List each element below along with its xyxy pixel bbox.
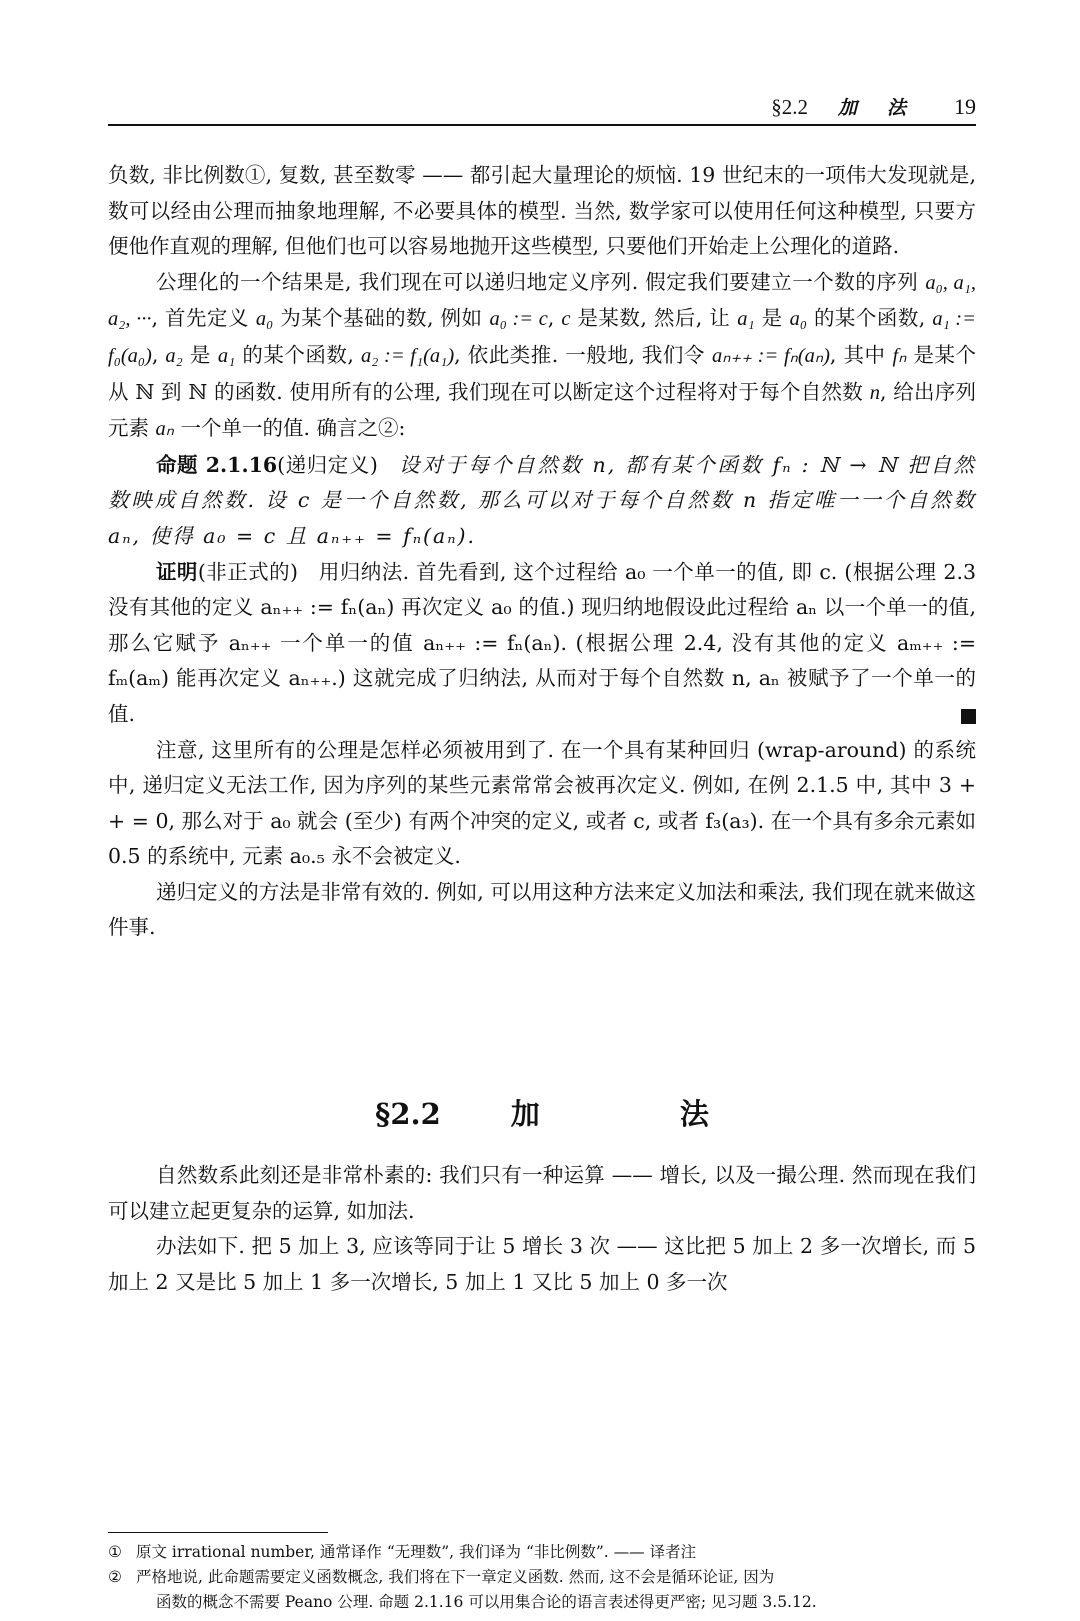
- math-run: a₁ := f₀(a₀): [108, 308, 976, 367]
- text-run: 的某个函数,: [806, 306, 933, 331]
- qed-square-icon: [961, 709, 976, 724]
- text-run: 一个单一的值. 确言之②:: [173, 416, 406, 441]
- math-run: c: [561, 308, 571, 331]
- text-run: ,: [547, 306, 562, 331]
- paragraph-6: 办法如下. 把 5 加上 3, 应该等同于让 5 增长 3 次 —— 这比把 5 加上 2 多一次增长, 而 5 加上 2 又是比 5 加上 1 多一次增长, 5 加上 1 又比 5 加上 0 多一次: [108, 1234, 976, 1294]
- section-heading: [108, 1092, 976, 1133]
- math-run: aₙ: [155, 418, 174, 441]
- header-title-word-2: 法: [886, 97, 906, 119]
- paragraph-3: 注意, 这里所有的公理是怎样必须被用到了. 在一个具有某种回归 (wrap-around) 的系统中, 递归定义无法工作, 因为序列的某些元素常常会被再次定义. 例如, 在例 2.1.5 中, 其中 3 + + = 0, 那么对于 a₀ 就会 (至少) 有两个冲突的定义, 或者 c, 或者 f₃(a₃). 在一个具有多余元素如 0.5 的系统中, 元素 a₀.₅ 永不会被定义.: [108, 737, 976, 869]
- proof-qualifier: (非正式的): [197, 559, 299, 584]
- proof-text: 用归纳法. 首先看到, 这个过程给 a₀ 一个单一的值, 即 c. (根据公理 2.3 没有其他的定义 aₙ₊₊ := fₙ(aₙ) 再次定义 a₀ 的值.) 现归纳地假设此过程给 aₙ 以一个单一的值, 那么它赋予 aₙ₊₊ 一个单一的值 aₙ₊₊ := fₙ(aₙ). (根据公理 2.4, 没有其他的定义 aₘ₊₊ := fₘ(aₘ) 能再次定义 aₙ₊₊.) 这就完成了归纳法, 从而对于每个自然数 n, aₙ 被赋予了一个单一的值.: [108, 559, 977, 726]
- footnote-divider: [108, 1532, 328, 1533]
- section-heading-word-1: 加: [510, 1097, 540, 1131]
- text-run: 公理化的一个结果是, 我们现在可以递归地定义序列. 假定我们要建立一个数的序列: [156, 269, 926, 294]
- text-run: , 首先定义: [151, 306, 256, 331]
- section-heading-word-2: 法: [679, 1097, 709, 1131]
- paragraph-4: 递归定义的方法是非常有效的. 例如, 可以用这种方法来定义加法和乘法, 我们现在就来做这件事.: [108, 879, 976, 940]
- footnote-2-continuation: 函数的概念不需要 Peano 公理. 命题 2.1.16 可以用集合论的语言表述得更严密; 见习题 3.5.12.: [156, 1593, 817, 1611]
- proof-block: [108, 555, 976, 733]
- proposition-name: (递归定义): [277, 452, 378, 477]
- text-run: , 给出序列元素: [108, 379, 976, 441]
- proposition-label: 命题 2.1.16: [156, 452, 278, 477]
- footnotes: [108, 1540, 976, 1615]
- main-text: [108, 158, 976, 946]
- running-header: [108, 94, 976, 126]
- footnote-marker: ②: [108, 1568, 122, 1586]
- text-run: 是某个从 ℕ 到 ℕ 的函数. 使用所有的公理, 我们现在可以断定这个过程将对于每个自然数: [108, 342, 976, 404]
- proposition-statement: 设对于每个自然数 n, 都有某个函数 fₙ : ℕ → ℕ 把自然数映成自然数. 设 c 是一个自然数, 那么可以对于每个自然数 n 指定唯一一个自然数 aₙ, 使得 a₀ = c 且 aₙ₊₊ = fₙ(aₙ).: [108, 452, 976, 548]
- math-run: n: [869, 381, 880, 404]
- math-run: a₀ := c: [489, 308, 548, 331]
- text-run: ,: [151, 342, 166, 367]
- text-run: , 依此类推. 一般地, 我们令: [454, 342, 712, 367]
- math-run: fₙ: [892, 344, 907, 367]
- section-text: [108, 1158, 976, 1300]
- page-number: 19: [954, 94, 976, 119]
- math-run: a₁: [737, 308, 755, 331]
- text-run: 的某个函数,: [235, 342, 361, 367]
- section-heading-number: §2.2: [375, 1097, 441, 1131]
- footnote-2: [108, 1565, 976, 1590]
- paragraph-5: 自然数系此刻还是非常朴素的: 我们只有一种运算 —— 增长, 以及一撮公理. 然而现在我们可以建立起更复杂的运算, 如加法.: [108, 1163, 976, 1223]
- paragraph-1: 负数, 非比例数①, 复数, 甚至数零 —— 都引起大量理论的烦恼. 19 世纪末的一项伟大发现就是, 数可以经由公理而抽象地理解, 不必要具体的模型. 当然, 数学家可以使用任何这种模型, 只要方便他作直观的理解, 但他们也可以容易地抛开这些模型, 只要他们开始走上公理化的道路.: [108, 163, 976, 259]
- math-run: aₙ₊₊ := fₙ(aₙ): [711, 344, 830, 367]
- proposition-block: [108, 448, 976, 555]
- header-title-word-1: 加: [837, 97, 857, 119]
- text-run: 为某个基础的数, 例如: [273, 306, 490, 331]
- footnote-1: [108, 1540, 976, 1565]
- text-run: 是: [754, 306, 790, 331]
- paragraph-2: [108, 265, 976, 448]
- text-run: , 其中: [829, 342, 893, 367]
- math-run: a₁: [217, 344, 236, 367]
- math-run: a₀, a₁, a₂, ···: [108, 271, 976, 331]
- math-run: a₂: [165, 344, 183, 367]
- text-run: 是: [182, 342, 218, 367]
- proof-label: 证明: [156, 559, 198, 584]
- footnote-text: 严格地说, 此命题需要定义函数概念, 我们将在下一章定义函数. 然而, 这不会是循环论证, 因为: [136, 1568, 775, 1586]
- footnote-text: 原文 irrational number, 通常译作 “无理数”, 我们译为 “非比例数”. —— 译者注: [136, 1543, 697, 1561]
- header-section-number: §2.2: [771, 95, 808, 119]
- text-run: 是某数, 然后, 让: [570, 306, 738, 331]
- footnote-marker: ①: [108, 1543, 122, 1561]
- math-run: a₂ := f₁(a₁): [360, 344, 455, 367]
- math-run: a₀: [255, 308, 274, 331]
- math-run: a₀: [789, 308, 807, 331]
